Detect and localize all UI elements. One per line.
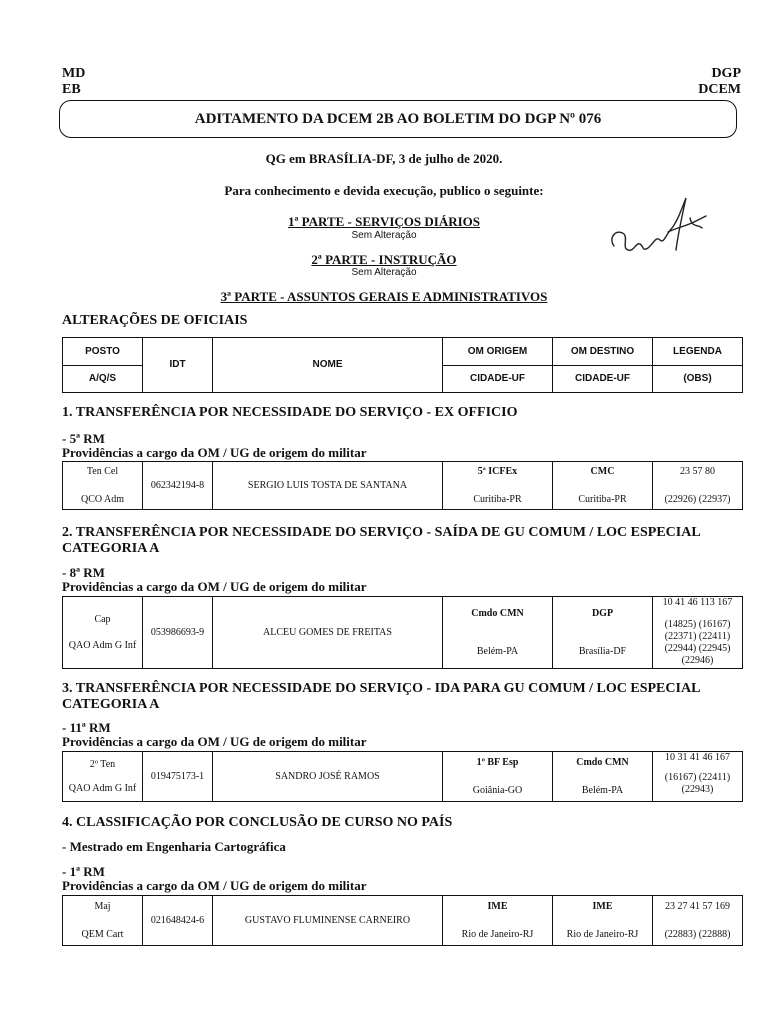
row-obs: (22926) (22937) [664,493,731,505]
row-cidade-origem: Goiânia-GO [472,784,523,796]
alteracoes-title: ALTERAÇÕES DE OFICIAIS [62,313,248,328]
row-posto: 2º Ten [89,758,116,770]
row-om-origem: Cmdo CMN [471,607,524,619]
header-eb: EB [62,82,81,97]
section-4-prov: Providências a cargo da OM / UG de origem do militar [62,878,367,893]
row-obs: (16167) (22411) (22943) [664,772,731,795]
row-om-destino: DGP [591,607,614,619]
section-4-subtitle: - Mestrado em Engenharia Cartográfica [62,839,286,854]
row-cidade-origem: Belém-PA [476,645,519,657]
header-right [698,66,741,98]
section-2-table [62,596,743,669]
row-legenda: 23 57 80 [680,465,715,477]
legend-om-destino: OM DESTINO [553,338,653,366]
row-idt: 019475173-1 [143,752,213,802]
header-dcem: DCEM [698,82,741,97]
row-cidade-origem: Rio de Janeiro-RJ [461,928,534,940]
section-1-rm: - 5ª RM [62,431,105,446]
section-1-title: 1. TRANSFERÊNCIA POR NECESSIDADE DO SERVIÇO - EX OFFICIO [62,405,518,420]
row-nome: SERGIO LUIS TOSTA DE SANTANA [213,462,443,510]
row-obs: (14825) (16167) (22371) (22411) (22944) (22945) (22946) [664,619,731,666]
row-om-origem: IME [487,900,508,912]
intro-text: Para conhecimento e devida execução, publico o seguinte: [224,183,544,198]
section-4-rm: - 1ª RM [62,864,105,879]
row-legenda: 10 41 46 113 167 [662,597,733,608]
legend-obs: (OBS) [653,366,743,393]
part1-sub: Sem Alteração [351,230,417,241]
row-posto: Cap [94,613,111,625]
row-posto: Ten Cel [86,465,119,477]
place-date: QG em BRASÍLIA-DF, 3 de julho de 2020. [265,151,503,166]
row-cidade-origem: Curitiba-PR [473,493,522,505]
legend-legenda: LEGENDA [653,338,743,366]
part2-title: 2ª PARTE - INSTRUÇÃO [311,252,457,267]
part3-title: 3ª PARTE - ASSUNTOS GERAIS E ADMINISTRATIVOS [220,289,548,304]
legend-cidade-uf-origem: CIDADE-UF [443,366,553,393]
row-nome: SANDRO JOSÉ RAMOS [213,752,443,802]
legend-cidade-uf-destino: CIDADE-UF [553,366,653,393]
row-legenda: 23 27 41 57 169 [665,900,730,912]
row-cidade-destino: Curitiba-PR [578,493,627,505]
section-2-rm: - 8ª RM [62,565,105,580]
section-3-prov: Providências a cargo da OM / UG de origem do militar [62,734,367,749]
row-aqs: QEM Cart [81,928,124,940]
section-3-table [62,751,743,802]
document-title: ADITAMENTO DA DCEM 2B AO BOLETIM DO DGP Nº 076 [59,100,737,138]
section-3-title: 3. TRANSFERÊNCIA POR NECESSIDADE DO SERVIÇO - IDA PARA GU COMUM / LOC ESPECIAL CATEGORIA A [62,681,700,712]
section-2-title: 2. TRANSFERÊNCIA POR NECESSIDADE DO SERVIÇO - SAÍDA DE GU COMUM / LOC ESPECIAL CATEGORIA A [62,525,700,556]
header-dgp: DGP [711,66,741,81]
row-aqs: QAO Adm G Inf [68,639,137,651]
legend-aqs: A/Q/S [63,366,143,393]
section-4-title: 4. CLASSIFICAÇÃO POR CONCLUSÃO DE CURSO NO PAÍS [62,815,453,830]
part2-sub: Sem Alteração [351,267,417,278]
row-om-destino: Cmdo CMN [576,756,629,768]
row-nome: GUSTAVO FLUMINENSE CARNEIRO [213,896,443,946]
table-row [63,752,743,802]
row-om-origem: 5ª ICFEx [477,465,518,477]
legend-idt: IDT [143,338,213,393]
row-om-origem: 1º BF Esp [476,756,519,768]
row-om-destino: IME [592,900,613,912]
table-row [63,896,743,946]
section-1-prov: Providências a cargo da OM / UG de origem do militar [62,445,367,460]
legend-posto: POSTO [63,338,143,366]
row-idt: 062342194-8 [143,462,213,510]
header-left [62,66,85,98]
row-nome: ALCEU GOMES DE FREITAS [213,597,443,669]
row-obs: (22883) (22888) [664,928,731,940]
part1-title: 1ª PARTE - SERVIÇOS DIÁRIOS [288,214,480,229]
row-idt: 021648424-6 [143,896,213,946]
row-om-destino: CMC [590,465,615,477]
legend-om-origem: OM ORIGEM [443,338,553,366]
signature-image [606,188,716,268]
row-legenda: 10 31 41 46 167 [665,752,730,763]
legend-table [62,337,743,393]
row-idt: 053986693-9 [143,597,213,669]
header-md: MD [62,66,86,81]
section-1-table [62,461,743,510]
section-3-rm: - 11ª RM [62,720,111,735]
row-cidade-destino: Belém-PA [581,784,624,796]
table-row [63,597,743,669]
row-posto: Maj [94,900,111,912]
row-aqs: QAO Adm G Inf [68,782,137,794]
section-4-table [62,895,743,946]
row-cidade-destino: Rio de Janeiro-RJ [566,928,639,940]
legend-nome: NOME [213,338,443,393]
row-cidade-destino: Brasília-DF [578,645,627,657]
table-row [63,462,743,510]
section-2-prov: Providências a cargo da OM / UG de origem do militar [62,579,367,594]
row-aqs: QCO Adm [80,493,125,505]
